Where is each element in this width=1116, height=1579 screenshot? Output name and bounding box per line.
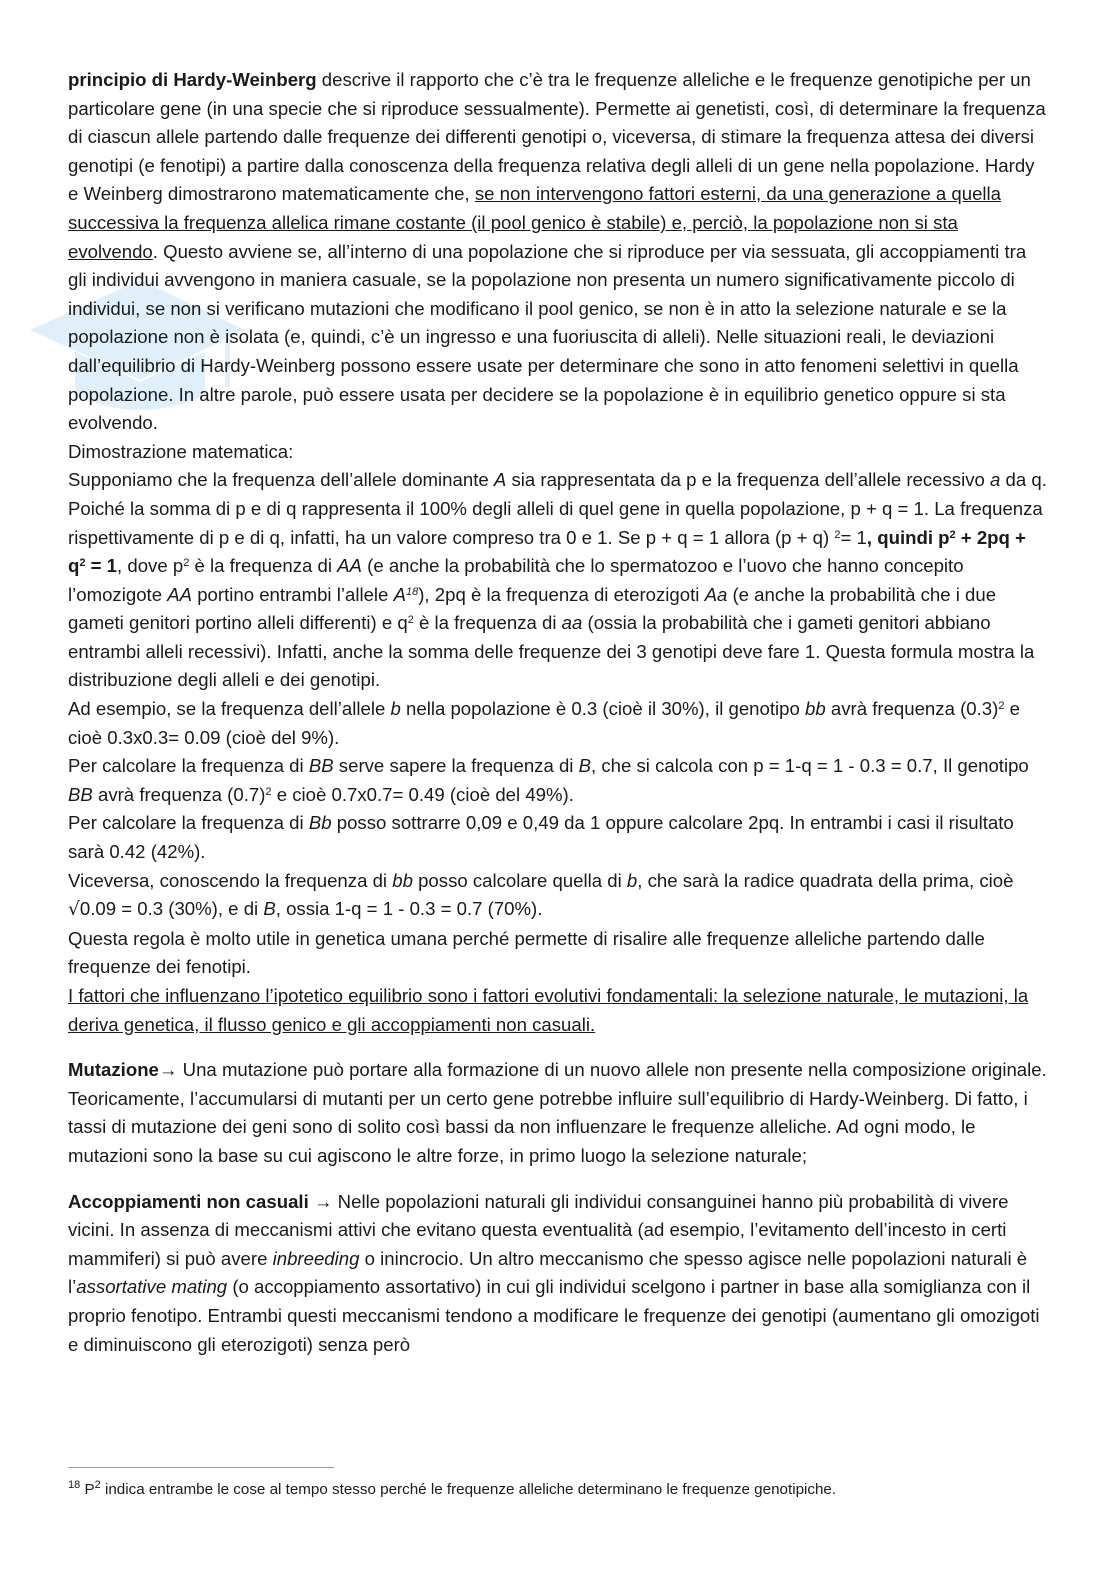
footnote-divider <box>68 1467 334 1468</box>
paragraph-esempio-bb: Ad esempio, se la frequenza dell’allele b nella popolazione è 0.3 (cioè il 30%), il genotipo bb avrà frequenza $(0.3)^2$ e cioè 0.3x0.3= 0.09 (cioè del 9%). <box>68 698 1020 748</box>
underlined-statement: se non intervengono fattori esterni, da una generazione a quella successiva la frequenza allelica rimane costante (il pool genico è stabile) e, perciò, la popolazione non si sta evolvendo <box>68 183 1002 262</box>
paragraph-viceversa: Viceversa, conoscendo la frequenza di bb posso calcolare quella di b, che sarà la radice quadrata della prima, cioè √0.09 = 0.3 (30%), e di B, ossia 1-q = 1 - 0.3 = 0.7 (70%). <box>68 869 1014 921</box>
paragraph-hardy-weinberg: principio di Hardy-Weinberg descrive il rapporto che c’è tra le frequenze alleliche e le frequenze genotipiche per un particolare gene (in una specie che si riproduce sessualmente). Permette ai genetisti, così, di determinare la frequenza di ciascun allele partendo dalle frequenze dei differenti genotipi o, viceversa, di stimare la frequenza attesa dei diversi genotipi (e fenotipi) a partire dalla conoscenza della frequenza relativa degli alleli di un gene nella popolazione. Hardy e Weinberg dimostrarono matematicamente che, se non intervengono fattori esterni, da una generazione a quella successiva la frequenza allelica rimane costante (il pool genico è stabile) e, perciò, la popolazione non si sta evolvendo. Questo avviene se, all’interno di una popolazione che si riproduce per via sessuata, gli accoppiamenti tra gli individui avvengono in maniera casuale, se la popolazione non presenta un numero significativamente piccolo di individui, se non si verificano mutazioni che modificano il pool genico, se non è in atto la selezione naturale e se la popolazione non è isolata (e, quindi, c’è un ingresso e una fuoriuscita di alleli). Nelle situazioni reali, le deviazioni dall’equilibrio di Hardy-Weinberg possono essere usate per determinare che sono in atto fenomeni selettivi in quella popolazione. In altre parole, può essere usata per decidere se la popolazione è in equilibrio genetico oppure si sta evolvendo. <box>68 69 1046 434</box>
paragraph-mutazione: Mutazione→ Una mutazione può portare alla formazione di un nuovo allele non presente nella composizione originale. Teoricamente, l’accumularsi di mutanti per un certo gene potrebbe influire sull’equilibrio di Hardy-Weinberg. Di fatto, i tassi di mutazione dei geni sono di solito così bassi da non influenzare le frequenze alleliche. Ad ogni modo, le mutazioni sono la base su cui agiscono le altre forze, in primo luogo la selezione naturale; <box>68 1059 1047 1166</box>
paragraph-esempio-BB: Per calcolare la frequenza di BB serve sapere la frequenza di B, che si calcola con p = 1-q = 1 - 0.3 = 0.7, Il genotipo BB avrà frequenza $(0.7)^2$ e cioè 0.7x0.7= 0.49 (cioè del 49%). <box>68 755 1029 805</box>
term-mutazione: Mutazione <box>68 1059 159 1081</box>
document-body <box>68 66 1048 1359</box>
paragraph-fattori: I fattori che influenzano l’ipotetico equilibrio sono i fattori evolutivi fondamentali: la selezione naturale, le mutazioni, la deriva genetica, il flusso genico e gli accoppiamenti non casuali. <box>68 985 1029 1035</box>
heading-dimostrazione: Dimostrazione matematica: <box>68 440 294 462</box>
footnote: $^{18}$ $P^2$ indica entrambe le cose al tempo stesso perché le frequenze alleliche determinano le frequenze genotipiche. <box>68 1479 837 1498</box>
term-accoppiamenti: Accoppiamenti non casuali <box>68 1190 309 1212</box>
paragraph-accoppiamenti: Accoppiamenti non casuali → Nelle popolazioni naturali gli individui consanguinei hanno più probabilità di vivere vicini. In assenza di meccanismi attivi che evitano questa eventualità (ad esempio, l’evitamento dell’incesto in certi mammiferi) si può avere inbreeding o inincrocio. Un altro meccanismo che spesso agisce nelle popolazioni naturali è l’assortative mating (o accoppiamento assortativo) in cui gli individui scelgono i partner in base alla somiglianza con il proprio fenotipo. Entrambi questi meccanismi tendono a modificare le frequenze dei genotipi (aumentano gli omozigoti e diminuiscono gli eterozigoti) senza però <box>68 1190 1040 1355</box>
footnote-reference: 18 <box>405 585 419 598</box>
paragraph-dimostrazione: Supponiamo che la frequenza dell’allele dominante A sia rappresentata da p e la frequenza dell’allele recessivo a da q. Poiché la somma di p e di q rappresenta il 100% degli alleli di quel gene in quella popolazione, p + q = 1. La frequenza rispettivamente di p e di q, infatti, ha un valore compreso tra 0 e 1. Se p + q = 1 allora (p + q) $^2$= 1, quindi $p^2 + 2pq + q^2 = 1$, dove $p^2$ è la frequenza di AA (e anche la probabilità che lo spermatozoo e l’uovo che hanno concepito l’omozigote AA portino entrambi l’allele $A^{18}$), 2pq è la frequenza di eterozigoti Aa (e anche la probabilità che i due gameti genitori portino alleli differenti) e $q^2$ è la frequenza di aa (ossia la probabilità che i gameti genitori abbiano entrambi alleli recessivi). Infatti, anche la somma delle frequenze dei 3 genotipi deve fare 1. Questa formula mostra la distribuzione degli alleli e dei genotipi. <box>68 469 1047 691</box>
term-hardy-weinberg: principio di Hardy-Weinberg <box>68 69 317 90</box>
paragraph-regola: Questa regola è molto utile in genetica umana perché permette di risalire alle frequenze alleliche partendo dalle frequenze dei fenotipi. <box>68 927 985 978</box>
paragraph-esempio-Bb: Per calcolare la frequenza di Bb posso sottrarre 0,09 e 0,49 da 1 oppure calcolare 2pq. In entrambi i casi il risultato sarà 0.42 (42%). <box>68 812 1014 863</box>
square-root-icon: √ <box>68 899 80 921</box>
arrow-right-icon: → <box>308 1190 333 1212</box>
arrow-right-icon: → <box>158 1059 178 1081</box>
equation-hardy-weinberg: $p^2 + 2pq + q^2 = 1$ <box>68 526 1026 577</box>
